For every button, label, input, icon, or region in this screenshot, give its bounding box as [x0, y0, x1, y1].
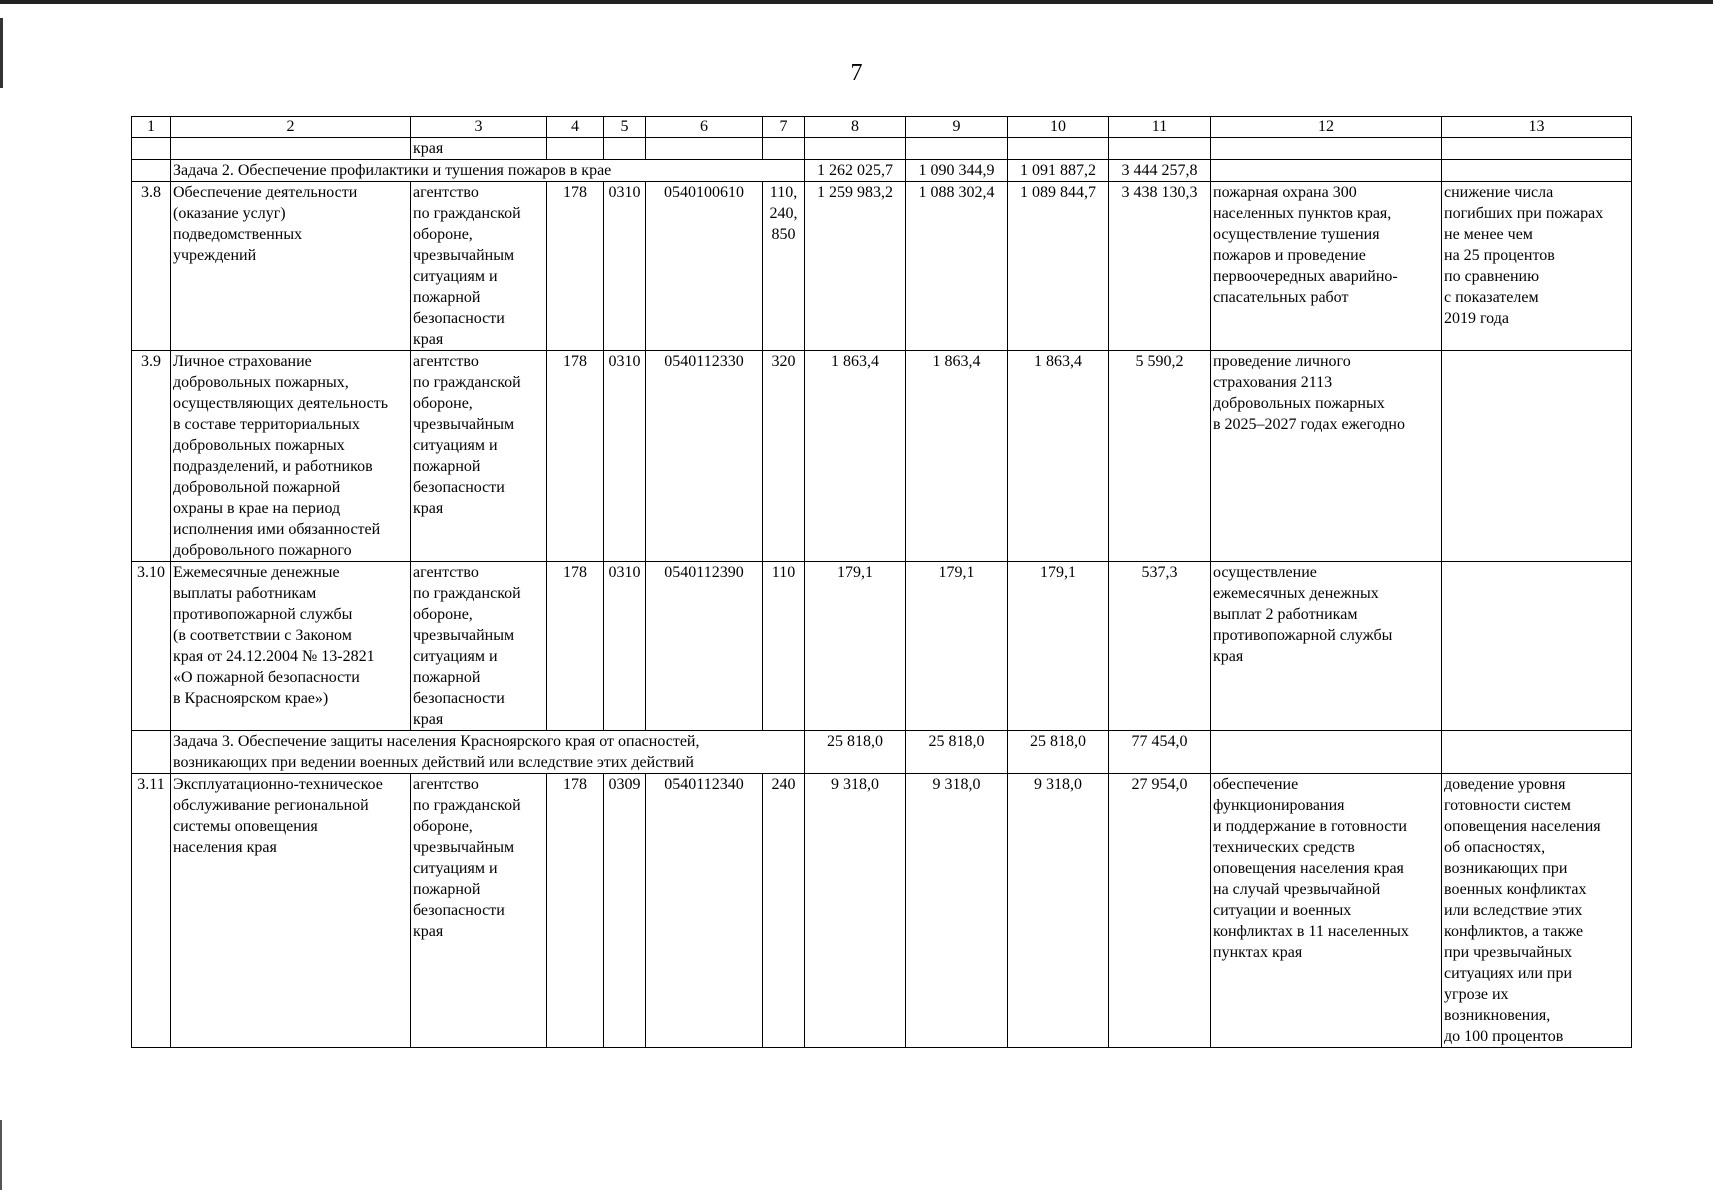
col-header: 6	[646, 117, 763, 138]
amount-cell: 179,1	[1008, 562, 1109, 731]
code-cell: 0540112330	[646, 351, 763, 562]
activity-name: Ежемесячные денежные выплаты работникам противопожарной службы (в соответствии с Законом края от 24.12.2004 № 13-2821 «О пожарной безопасности в Красноярском крае»)	[171, 562, 411, 731]
col-header: 9	[906, 117, 1008, 138]
indicator-cell	[1442, 562, 1632, 731]
amount-cell: 1 863,4	[906, 351, 1008, 562]
task-2-row	[132, 160, 1632, 182]
table-row	[132, 182, 1632, 351]
task-3-row	[132, 731, 1632, 774]
amount-cell: 25 818,0	[906, 731, 1008, 774]
col-header: 11	[1109, 117, 1211, 138]
result-cell: проведение личного страхования 2113 добровольных пожарных в 2025–2027 годах ежегодно	[1211, 351, 1442, 562]
col-header: 10	[1008, 117, 1109, 138]
item-number: 3.10	[132, 562, 171, 731]
amount-cell: 25 818,0	[805, 731, 906, 774]
code-cell: 178	[547, 182, 604, 351]
amount-cell: 1 089 844,7	[1008, 182, 1109, 351]
amount-cell: 5 590,2	[1109, 351, 1211, 562]
amount-cell: 1 259 983,2	[805, 182, 906, 351]
code-cell: 110, 240, 850	[763, 182, 805, 351]
result-cell: пожарная охрана 300 населенных пунктов края, осуществление тушения пожаров и проведение первоочередных аварийно- спасательных работ	[1211, 182, 1442, 351]
col-header: 3	[411, 117, 547, 138]
code-cell: 0309	[604, 774, 646, 1048]
amount-cell: 9 318,0	[805, 774, 906, 1048]
task-label: Задача 3. Обеспечение защиты населения Красноярского края от опасностей, возникающих при ведении военных действий или вследствие этих действий	[171, 731, 805, 774]
item-number: 3.8	[132, 182, 171, 351]
amount-cell: 179,1	[805, 562, 906, 731]
col-header: 7	[763, 117, 805, 138]
amount-cell: 179,1	[906, 562, 1008, 731]
continued-row	[132, 138, 1632, 160]
col-header: 2	[171, 117, 411, 138]
amount-cell: 9 318,0	[906, 774, 1008, 1048]
agency-cell: агентство по гражданской обороне, чрезвычайным ситуациям и пожарной безопасности края	[411, 182, 547, 351]
col-header: 12	[1211, 117, 1442, 138]
agency-cell: агентство по гражданской обороне, чрезвычайным ситуациям и пожарной безопасности края	[411, 351, 547, 562]
col-header: 1	[132, 117, 171, 138]
code-cell: 0310	[604, 182, 646, 351]
code-cell: 178	[547, 562, 604, 731]
activity-name: Обеспечение деятельности (оказание услуг) подведомственных учреждений	[171, 182, 411, 351]
code-cell: 240	[763, 774, 805, 1048]
scan-top-edge	[0, 0, 1713, 4]
amount-cell: 1 863,4	[1008, 351, 1109, 562]
amount-cell: 3 438 130,3	[1109, 182, 1211, 351]
amount-cell: 3 444 257,8	[1109, 160, 1211, 182]
code-cell: 0310	[604, 562, 646, 731]
code-cell: 0540112390	[646, 562, 763, 731]
code-cell: 320	[763, 351, 805, 562]
result-cell: обеспечение функционирования и поддержание в готовности технических средств оповещения населения края на случай чрезвычайной ситуации и военных конфликтах в 11 населенных пунктах края	[1211, 774, 1442, 1048]
amount-cell: 537,3	[1109, 562, 1211, 731]
col-header: 8	[805, 117, 906, 138]
item-number: 3.9	[132, 351, 171, 562]
amount-cell: 1 090 344,9	[906, 160, 1008, 182]
item-number: 3.11	[132, 774, 171, 1048]
table-row	[132, 351, 1632, 562]
col-header: 13	[1442, 117, 1632, 138]
col-header: 5	[604, 117, 646, 138]
activities-table	[131, 116, 1632, 1048]
agency-cell: края	[411, 138, 547, 160]
task-label: Задача 2. Обеспечение профилактики и тушения пожаров в крае	[171, 160, 805, 182]
code-cell: 0540100610	[646, 182, 763, 351]
indicator-cell: доведение уровня готовности систем оповещения населения об опасностях, возникающих при военных конфликтах или вследствие этих конфликтов, а также при чрезвычайных ситуациях или при угрозе их возникновения, до 100 процентов	[1442, 774, 1632, 1048]
amount-cell: 77 454,0	[1109, 731, 1211, 774]
col-header: 4	[547, 117, 604, 138]
code-cell: 178	[547, 351, 604, 562]
indicator-cell: снижение числа погибших при пожарах не менее чем на 25 процентов по сравнению с показателем 2019 года	[1442, 182, 1632, 351]
amount-cell: 1 091 887,2	[1008, 160, 1109, 182]
code-cell: 0310	[604, 351, 646, 562]
code-cell: 0540112340	[646, 774, 763, 1048]
scan-left-mark-lower	[0, 1120, 2, 1190]
amount-cell: 1 088 302,4	[906, 182, 1008, 351]
column-number-row	[132, 117, 1632, 138]
agency-cell: агентство по гражданской обороне, чрезвычайным ситуациям и пожарной безопасности края	[411, 774, 547, 1048]
activity-name: Эксплуатационно-техническое обслуживание региональной системы оповещения населения края	[171, 774, 411, 1048]
amount-cell: 27 954,0	[1109, 774, 1211, 1048]
amount-cell: 25 818,0	[1008, 731, 1109, 774]
indicator-cell	[1442, 351, 1632, 562]
code-cell: 178	[547, 774, 604, 1048]
amount-cell: 9 318,0	[1008, 774, 1109, 1048]
result-cell: осуществление ежемесячных денежных выплат 2 работникам противопожарной службы края	[1211, 562, 1442, 731]
page-number: 7	[850, 60, 863, 86]
activity-name: Личное страхование добровольных пожарных, осуществляющих деятельность в составе территориальных добровольных пожарных подразделений, и работников добровольной пожарной охраны в крае на период исполнения ими обязанностей добровольного пожарного	[171, 351, 411, 562]
amount-cell: 1 262 025,7	[805, 160, 906, 182]
table-row	[132, 774, 1632, 1048]
amount-cell: 1 863,4	[805, 351, 906, 562]
agency-cell: агентство по гражданской обороне, чрезвычайным ситуациям и пожарной безопасности края	[411, 562, 547, 731]
code-cell: 110	[763, 562, 805, 731]
table-row	[132, 562, 1632, 731]
